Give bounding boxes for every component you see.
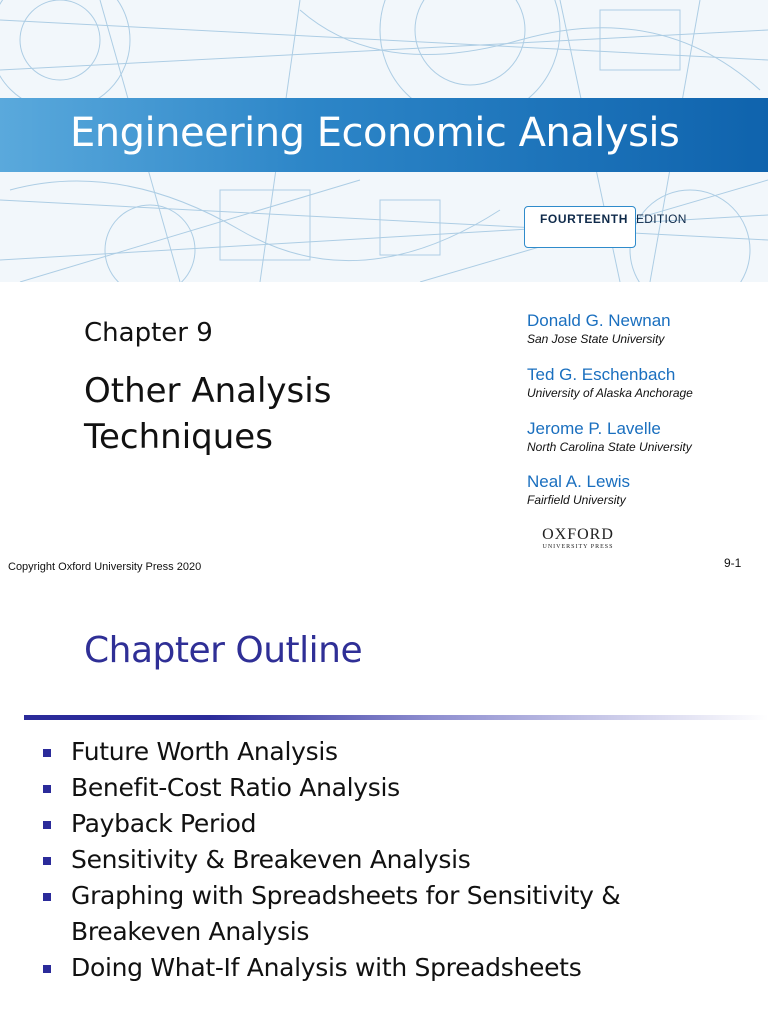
bullet-square-icon	[43, 965, 51, 973]
author-affiliation: San Jose State University	[527, 332, 665, 346]
chapter-title-line-1: Other Analysis	[84, 371, 332, 411]
author-affiliation: University of Alaska Anchorage	[527, 386, 693, 400]
author-block	[527, 365, 693, 401]
author-name: Ted G. Eschenbach	[527, 365, 676, 384]
outline-item	[40, 842, 740, 878]
bullet-square-icon	[43, 749, 51, 757]
oxford-logo-sub: UNIVERSITY PRESS	[542, 544, 614, 550]
author-name: Donald G. Newnan	[527, 311, 671, 330]
chapter-number: Chapter 9	[84, 318, 213, 348]
slide-outline	[0, 584, 768, 1024]
author-name: Neal A. Lewis	[527, 472, 630, 491]
title-divider	[24, 715, 768, 720]
author-affiliation: North Carolina State University	[527, 440, 692, 454]
outline-item-text: Payback Period	[71, 809, 257, 838]
author-block	[527, 472, 630, 508]
author-affiliation: Fairfield University	[527, 493, 626, 507]
bullet-square-icon	[43, 785, 51, 793]
outline-item	[40, 770, 740, 806]
author-name: Jerome P. Lavelle	[527, 419, 661, 438]
oxford-logo	[538, 527, 618, 551]
slide-number: 9-1	[724, 556, 742, 570]
outline-item-text: Breakeven Analysis	[71, 917, 310, 946]
outline-item	[40, 806, 740, 842]
bullet-square-icon	[43, 857, 51, 865]
book-title: Engineering Economic Analysis	[70, 110, 680, 156]
outline-item-text: Graphing with Spreadsheets for Sensitivity &	[71, 881, 621, 910]
outline-item-text: Benefit-Cost Ratio Analysis	[71, 773, 400, 802]
outline-item-text: Future Worth Analysis	[71, 737, 338, 766]
outline-title: Chapter Outline	[84, 630, 363, 671]
author-block	[527, 311, 671, 347]
outline-item-continuation	[40, 914, 740, 950]
outline-item-text: Doing What-If Analysis with Spreadsheets	[71, 953, 582, 982]
bullet-square-icon	[43, 821, 51, 829]
outline-item	[40, 734, 740, 770]
chapter-title	[84, 368, 384, 460]
author-block	[527, 419, 692, 455]
edition-label-strong: FOURTEENTH	[540, 212, 628, 226]
oxford-logo-main: OXFORD	[542, 526, 614, 543]
outline-item	[40, 878, 740, 914]
copyright-notice: Copyright Oxford University Press 2020	[8, 561, 202, 573]
bullet-square-icon	[43, 893, 51, 901]
outline-item	[40, 950, 740, 986]
edition-label-tail: EDITION	[636, 212, 687, 226]
outline-item-text: Sensitivity & Breakeven Analysis	[71, 845, 471, 874]
chapter-title-line-2: Techniques	[84, 417, 273, 457]
outline-list	[40, 734, 740, 986]
